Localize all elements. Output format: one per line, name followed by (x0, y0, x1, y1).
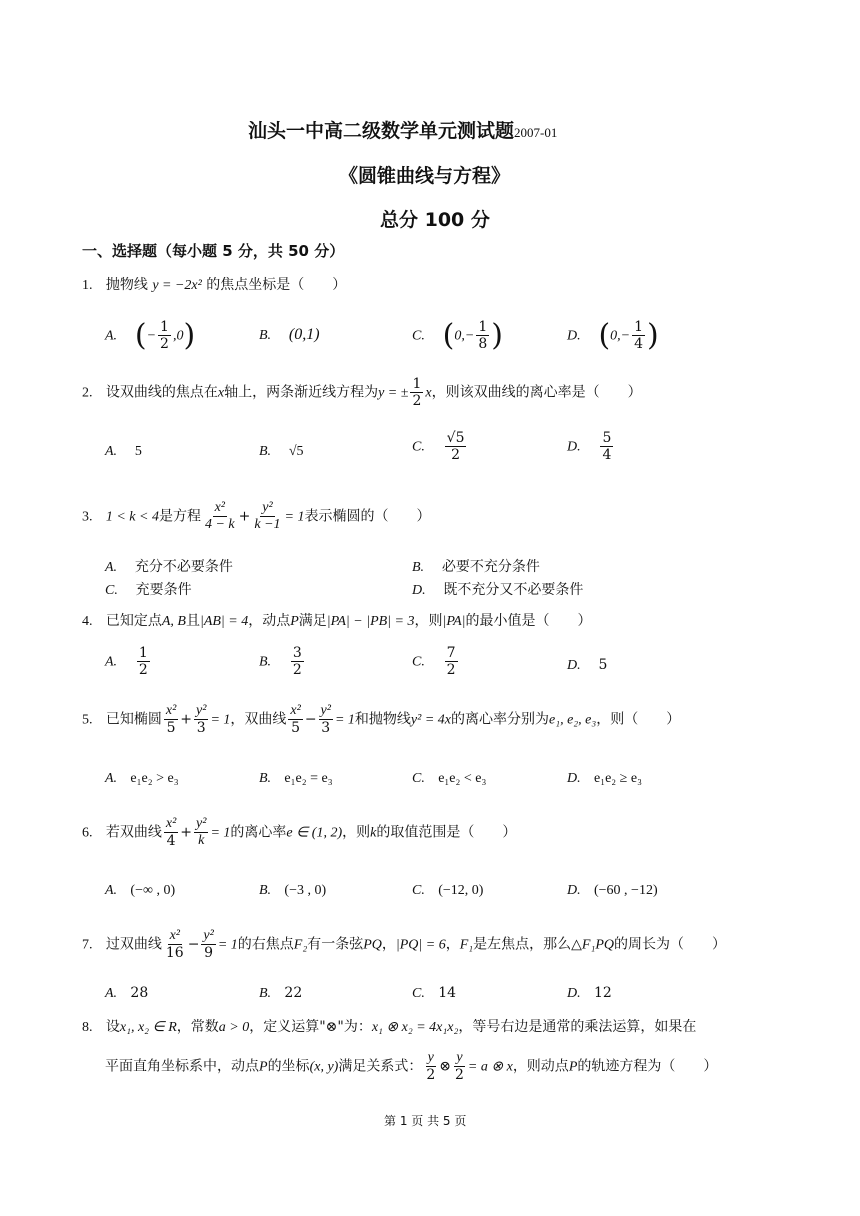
q2-option-d[interactable] (567, 430, 615, 463)
q-math: = 1 (217, 937, 238, 953)
q-text: 设双曲线的焦点在 (105, 384, 218, 401)
frac-num: 1 (412, 376, 422, 392)
option-label: D. (567, 771, 581, 786)
q-math: ⊗ (439, 1058, 451, 1075)
frac-num: 5 (602, 430, 612, 446)
frac-den: 4 (634, 336, 644, 352)
frac-den: 2 (451, 447, 461, 464)
q-math: F₁PQ (581, 937, 614, 953)
option-label: B. (412, 560, 425, 575)
page-footer: 第 1 页 共 5 页 (384, 1114, 467, 1128)
frac-num: y² (194, 703, 208, 720)
question-2 (82, 376, 642, 409)
q-text: ，则该双曲线的离心率是（ ） (431, 384, 642, 401)
frac-den: 3 (196, 720, 206, 737)
q-math: |PA| (442, 614, 466, 629)
q-text: 的离心率 (230, 824, 287, 841)
q-math: e ∈ (1, 2) (286, 825, 343, 841)
option-label: D. (567, 439, 581, 455)
q3-option-c[interactable] (105, 579, 192, 599)
q-math: y² = 4x (410, 712, 451, 728)
frac-num: x² (288, 703, 302, 720)
option-label: B. (259, 883, 272, 898)
option-math: ,0 (172, 328, 184, 344)
q-math: 1 < k < 4 (105, 509, 159, 525)
q-math: = 1 (284, 509, 305, 525)
q-text: 平面直角坐标系中，动点 (105, 1058, 259, 1075)
option-math: (0,1) (288, 326, 320, 343)
option-text: 28 (130, 985, 149, 1001)
option-text: 充要条件 (135, 582, 192, 598)
q-text: ，则 (414, 613, 443, 629)
frac-den: 4 (166, 833, 176, 850)
page-subtitle: 《圆锥曲线与方程》 (339, 165, 511, 187)
q-number: 8. (82, 1020, 93, 1035)
option-math: (−3 , 0) (284, 883, 327, 898)
option-math: e₁e₂ ≥ e₃ (593, 771, 642, 786)
question-3 (82, 500, 431, 533)
q-math: F₂ (293, 937, 308, 953)
q3-option-b[interactable] (412, 556, 540, 576)
q-math: y = −2x² (152, 278, 202, 293)
option-math: e₁e₂ > e₃ (130, 771, 179, 786)
frac-den: 2 (412, 393, 422, 410)
q-math: e₁, e₂, e₃ (549, 712, 597, 728)
q-text: 设 (105, 1019, 120, 1035)
option-math: (−12, 0) (438, 883, 484, 898)
section-heading: 一、选择题（每小题 5 分，共 50 分） (82, 242, 345, 260)
q-text: 轴上，两条渐近线方程为 (224, 384, 379, 401)
q-math: − (187, 936, 200, 953)
q-math: |PA| − |PB| = 3 (326, 614, 415, 629)
option-label: A. (105, 986, 118, 1001)
q-number: 3. (82, 509, 93, 525)
q-math: x (425, 385, 432, 401)
q-math: = a ⊗ x (467, 1059, 513, 1075)
frac-num: x² (168, 928, 182, 945)
q4-option-c[interactable] (412, 645, 460, 678)
option-label: A. (105, 883, 118, 898)
q-number: 7. (82, 937, 93, 953)
title-text: 汕头一中高二级数学单元测试题 (248, 120, 515, 142)
q-math: = 1 (210, 825, 231, 841)
frac-den: 3 (321, 720, 331, 737)
page-title (248, 116, 557, 143)
frac-num: y² (319, 703, 333, 720)
q6-option-b[interactable] (259, 882, 326, 899)
option-label: A. (105, 771, 118, 786)
q-number: 5. (82, 712, 93, 728)
option-label: D. (567, 883, 581, 898)
question-5 (82, 703, 680, 736)
frac-den: 2 (426, 1067, 436, 1084)
q-math: = 1 (334, 712, 355, 728)
q-math: (x, y) (309, 1059, 339, 1075)
q1-option-a[interactable]: A. (− $\frac{1}{2}$ ,0) (105, 318, 196, 353)
q-text: 已知椭圆 (105, 711, 162, 728)
frac-num: y (426, 1050, 436, 1067)
question-6 (82, 816, 516, 849)
q5-option-a[interactable] (105, 770, 179, 787)
q-text: 的焦点坐标是（ ） (206, 277, 347, 293)
q-text: 的取值范围是（ ） (376, 824, 517, 841)
frac-den: 9 (204, 945, 214, 962)
option-math: 0,− (610, 328, 631, 344)
q-math: x (217, 385, 225, 401)
frac-den: k −1 (254, 517, 281, 533)
question-8 (82, 1016, 696, 1036)
q-number: 4. (82, 614, 93, 629)
frac-den: 4 − k (204, 517, 235, 533)
q4-option-a[interactable] (105, 645, 152, 678)
q3-option-a[interactable] (105, 556, 233, 576)
option-text: 14 (438, 985, 457, 1001)
q-text: 满足 (298, 613, 327, 629)
question-1 (82, 274, 346, 294)
option-label: C. (105, 583, 118, 598)
q-number: 1. (82, 278, 93, 293)
option-label: C. (412, 328, 425, 344)
frac-den: 5 (291, 720, 301, 737)
q7-option-a[interactable] (105, 985, 148, 1002)
q-text: 抛物线 (105, 277, 148, 293)
q-text: 表示椭圆的（ ） (304, 508, 431, 525)
frac-num: 7 (446, 645, 456, 661)
q3-option-d[interactable] (412, 579, 583, 599)
frac-num: √5 (446, 430, 465, 446)
option-label: A. (105, 560, 118, 575)
q-text: ，常数 (176, 1019, 219, 1035)
q2-option-b[interactable] (259, 443, 304, 460)
option-text: 5 (598, 657, 608, 673)
q-text: 且 (185, 613, 200, 629)
q-math: = 1 (210, 712, 231, 728)
option-label: A. (105, 444, 118, 459)
frac-num: y² (201, 928, 215, 945)
q6-option-c[interactable] (412, 882, 483, 899)
frac-num: x² (164, 703, 178, 720)
frac-den: 5 (166, 720, 176, 737)
q-text: 满足关系式： (338, 1058, 423, 1075)
q1-option-c[interactable]: C. (0,− $\frac{1}{8}$ ) (412, 318, 503, 353)
q-math: + (180, 711, 193, 728)
q-text: ， (381, 936, 396, 953)
q7-option-d[interactable] (567, 985, 612, 1002)
q2-option-c[interactable] (412, 430, 468, 463)
option-text: 22 (284, 985, 303, 1001)
q5-option-c[interactable] (412, 770, 486, 787)
frac-num: x² (164, 816, 178, 833)
q-math: k (370, 825, 377, 841)
q6-option-d[interactable] (567, 882, 658, 899)
q-text: 的离心率分别为 (451, 711, 549, 728)
option-text: 既不充分又不必要条件 (443, 582, 584, 598)
title-date: 2007-01 (514, 125, 558, 140)
q-text: 的周长为（ ） (614, 936, 726, 953)
q-text: 若双曲线 (105, 824, 162, 841)
option-label: B. (259, 771, 272, 786)
q-math: a > 0 (218, 1020, 250, 1035)
total-score: 总分 100 分 (380, 209, 490, 231)
q-math: P (568, 1059, 578, 1075)
q-math: P (259, 1059, 268, 1075)
option-math: e₁e₂ < e₃ (438, 771, 487, 786)
option-label: A. (105, 328, 118, 344)
q1-option-d[interactable]: D. (0,− $\frac{1}{4}$ ) (567, 318, 659, 353)
frac-num: x² (213, 500, 227, 517)
q-text: ，等号右边是通常的乘法运算，如果在 (458, 1019, 697, 1035)
frac-den: 2 (446, 662, 456, 679)
q4-option-b[interactable] (259, 645, 306, 678)
frac-den: k (198, 833, 205, 849)
option-label: C. (412, 986, 425, 1001)
option-text: 必要不充分条件 (441, 559, 540, 575)
option-label: D. (567, 328, 581, 344)
q-math: − (304, 711, 317, 728)
frac-num: y² (194, 816, 208, 833)
q-text: 过双曲线 (105, 936, 162, 953)
q-math: x₁ ⊗ x₂ = 4x₁x₂ (371, 1020, 459, 1035)
q-math: P (290, 614, 299, 629)
frac-num: 1 (138, 645, 148, 661)
q-text: ， (445, 936, 460, 953)
q-text: 的最小值是（ ） (465, 613, 592, 629)
q-math: |AB| = 4 (199, 614, 249, 629)
q-math: PQ (363, 937, 382, 953)
option-math: √5 (288, 444, 304, 459)
option-label: B. (259, 986, 272, 1001)
option-label: D. (567, 658, 581, 673)
option-label: C. (412, 439, 425, 455)
option-label: A. (105, 654, 118, 670)
option-label: D. (412, 583, 426, 598)
q5-option-b[interactable] (259, 770, 333, 787)
option-label: C. (412, 654, 425, 670)
frac-den: 2 (292, 662, 302, 679)
frac-den: 8 (478, 336, 488, 352)
frac-num: 1 (634, 318, 644, 335)
option-text: 充分不必要条件 (134, 559, 233, 575)
q-text: 的轨迹方程为（ ） (577, 1058, 718, 1075)
question-7 (82, 928, 726, 961)
q1-option-b[interactable] (259, 326, 320, 344)
q-text: ，定义运算"⊗"为： (249, 1019, 372, 1035)
option-label: D. (567, 986, 581, 1001)
q-number: 2. (82, 385, 93, 401)
q-math: F₁ (459, 937, 474, 953)
option-label: B. (259, 654, 272, 670)
option-math: 0,− (454, 328, 475, 344)
option-label: B. (259, 328, 272, 343)
q-text: ，动点 (248, 613, 291, 629)
option-math: 5 (134, 444, 142, 459)
q-text: ，则动点 (512, 1058, 569, 1075)
q-text: 的右焦点 (237, 936, 294, 953)
q-math: y = ± (378, 385, 409, 401)
q-math: + (180, 824, 193, 841)
q5-option-d[interactable] (567, 770, 642, 787)
q-text: 有一条弦 (307, 936, 364, 953)
option-label: B. (259, 444, 272, 459)
q6-option-a[interactable] (105, 882, 175, 899)
q4-option-d[interactable] (567, 657, 607, 674)
frac-num: 3 (292, 645, 302, 661)
frac-num: y² (260, 500, 274, 517)
q-math: A, B (161, 614, 186, 629)
option-math: (−60 , −12) (593, 883, 658, 898)
frac-num: 1 (160, 318, 169, 335)
q-math: + (238, 508, 251, 525)
q-math: x₁, x₂ ∈ R (119, 1020, 177, 1035)
q-text: 已知定点 (105, 613, 162, 629)
question-8-line2 (105, 1050, 717, 1083)
frac-num: 1 (478, 318, 488, 335)
frac-num: y (454, 1050, 464, 1067)
q-math: |PQ| = 6 (395, 937, 446, 953)
option-math: (−∞ , 0) (130, 883, 176, 898)
frac-den: 2 (454, 1067, 464, 1084)
q2-option-a[interactable] (105, 443, 142, 460)
question-4 (82, 610, 591, 630)
frac-den: 2 (160, 336, 169, 352)
q-text: ，则 (342, 824, 371, 841)
frac-den: 4 (602, 447, 612, 464)
frac-den: 2 (138, 662, 148, 679)
q-text: 和抛物线 (354, 711, 411, 728)
q-text: ，则（ ） (596, 711, 681, 728)
q-number: 6. (82, 825, 93, 841)
option-label: C. (412, 883, 425, 898)
q-text: 是方程 (158, 508, 201, 525)
q-text: 是左焦点，那么△ (473, 936, 582, 953)
option-math: e₁e₂ = e₃ (284, 771, 333, 786)
q-text: 的坐标 (267, 1058, 310, 1075)
frac-den: 16 (165, 945, 184, 962)
option-text: 12 (593, 985, 612, 1001)
q7-option-b[interactable] (259, 985, 302, 1002)
q7-option-c[interactable] (412, 985, 456, 1002)
option-label: C. (412, 771, 425, 786)
option-math: − (146, 328, 157, 344)
q-text: ，双曲线 (230, 711, 287, 728)
